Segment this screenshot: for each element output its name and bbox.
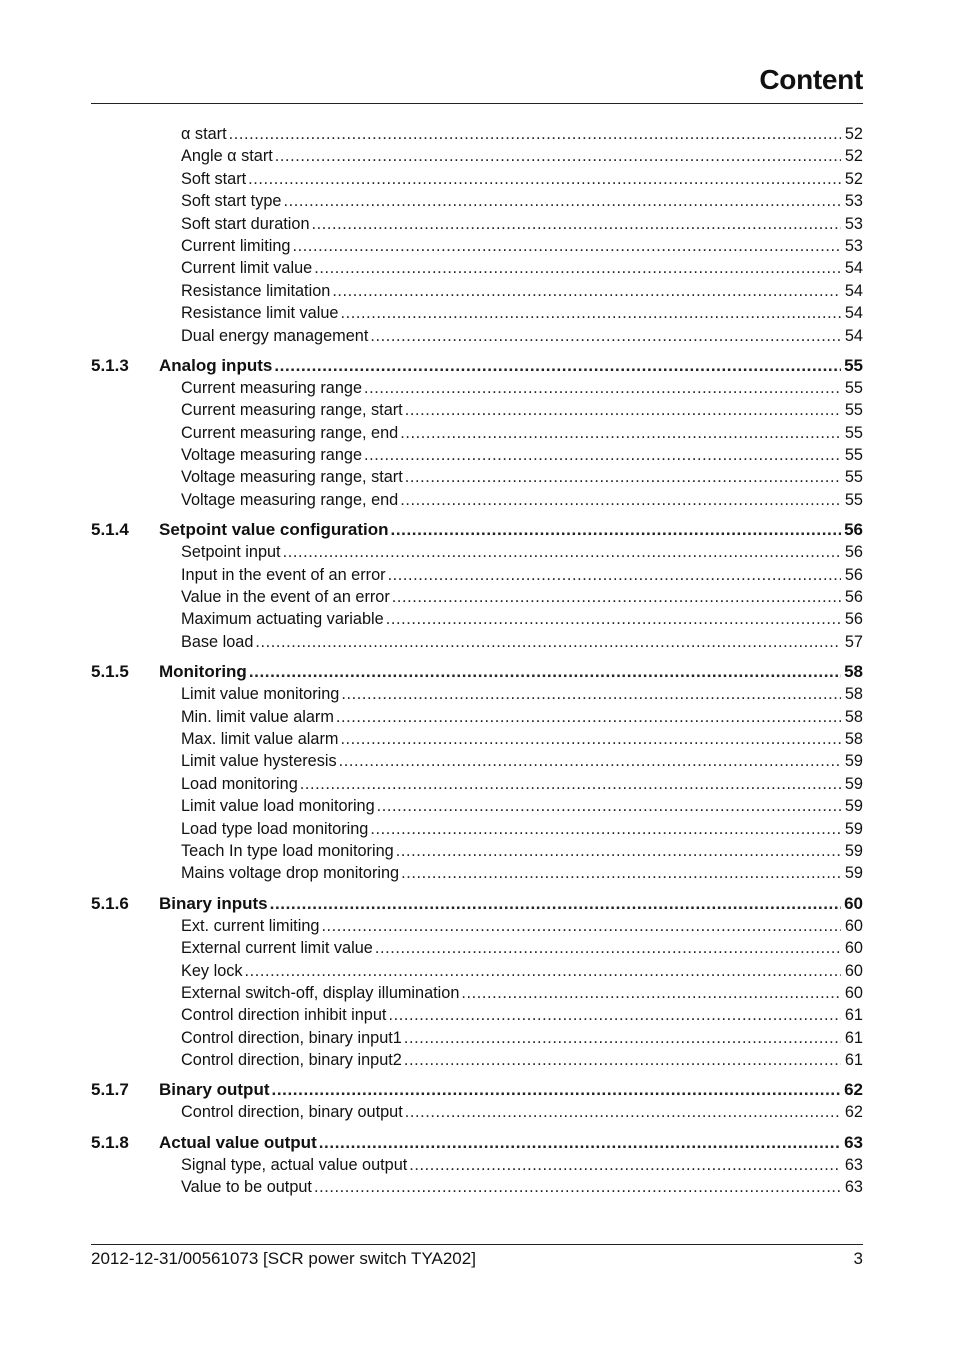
entry-title: Dual energy management bbox=[181, 326, 369, 345]
section-page-number: 56 bbox=[844, 520, 863, 540]
entry-page-number: 61 bbox=[844, 1028, 863, 1047]
dot-leader bbox=[229, 123, 841, 145]
toc-section-heading[interactable] bbox=[91, 892, 863, 915]
toc-entry[interactable] bbox=[91, 145, 863, 167]
entry-title: Value to be output bbox=[181, 1178, 312, 1197]
dot-leader bbox=[409, 1154, 841, 1176]
entry-page-number: 59 bbox=[844, 864, 863, 883]
toc-entry[interactable] bbox=[91, 399, 863, 421]
dot-leader bbox=[339, 750, 841, 772]
entry-title: Soft start type bbox=[181, 192, 282, 211]
entry-title: Teach In type load monitoring bbox=[181, 841, 394, 860]
entry-title: Min. limit value alarm bbox=[181, 707, 334, 726]
section-page-number: 55 bbox=[844, 355, 863, 375]
entry-page-number: 59 bbox=[844, 841, 863, 860]
entry-title: Limit value load monitoring bbox=[181, 797, 375, 816]
entry-page-number: 53 bbox=[844, 214, 863, 233]
dot-leader bbox=[314, 1176, 841, 1198]
section-number: 5.1.4 bbox=[91, 520, 129, 540]
toc-entry[interactable] bbox=[91, 466, 863, 488]
toc-section bbox=[91, 123, 863, 347]
dot-leader bbox=[249, 660, 841, 683]
entry-title: Control direction, binary input1 bbox=[181, 1028, 402, 1047]
toc-section-heading[interactable] bbox=[91, 354, 863, 377]
dot-leader bbox=[340, 728, 841, 750]
section-number: 5.1.7 bbox=[91, 1080, 129, 1100]
entry-title: Base load bbox=[181, 632, 254, 651]
section-title: Analog inputs bbox=[159, 355, 273, 375]
toc-entry[interactable] bbox=[91, 123, 863, 145]
dot-leader bbox=[400, 489, 841, 511]
toc-section-heading[interactable] bbox=[91, 660, 863, 683]
entry-page-number: 59 bbox=[844, 797, 863, 816]
entry-page-number: 63 bbox=[844, 1178, 863, 1197]
header-divider bbox=[91, 103, 863, 104]
footer-document-info: 2012-12-31/00561073 [SCR power switch TYA202] bbox=[91, 1249, 476, 1268]
toc-entry[interactable] bbox=[91, 564, 863, 586]
toc-entry[interactable] bbox=[91, 1101, 863, 1123]
toc-entry[interactable] bbox=[91, 586, 863, 608]
toc-entry[interactable] bbox=[91, 706, 863, 728]
dot-leader bbox=[336, 706, 841, 728]
toc-entry[interactable] bbox=[91, 168, 863, 190]
entry-page-number: 60 bbox=[844, 916, 863, 935]
entry-page-number: 52 bbox=[844, 147, 863, 166]
entry-page-number: 60 bbox=[844, 983, 863, 1002]
toc-entry[interactable] bbox=[91, 1154, 863, 1176]
entry-page-number: 53 bbox=[844, 192, 863, 211]
toc-entry[interactable] bbox=[91, 235, 863, 257]
dot-leader bbox=[404, 1027, 841, 1049]
entry-page-number: 59 bbox=[844, 774, 863, 793]
section-number: 5.1.6 bbox=[91, 893, 129, 913]
entry-title: α start bbox=[181, 125, 227, 143]
section-title: Binary inputs bbox=[159, 893, 268, 913]
entry-page-number: 54 bbox=[844, 326, 863, 345]
entry-page-number: 55 bbox=[844, 490, 863, 509]
section-title: Monitoring bbox=[159, 662, 247, 682]
entry-page-number: 61 bbox=[844, 1051, 863, 1070]
entry-title: Limit value hysteresis bbox=[181, 752, 337, 771]
dot-leader bbox=[405, 466, 841, 488]
entry-page-number: 55 bbox=[844, 468, 863, 487]
entry-title: Current limiting bbox=[181, 236, 291, 255]
entry-page-number: 60 bbox=[844, 939, 863, 958]
toc-entry[interactable] bbox=[91, 1004, 863, 1026]
toc-entry[interactable] bbox=[91, 190, 863, 212]
section-page-number: 60 bbox=[844, 893, 863, 913]
entry-page-number: 56 bbox=[844, 565, 863, 584]
toc-entry[interactable] bbox=[91, 422, 863, 444]
toc-entry[interactable] bbox=[91, 982, 863, 1004]
toc-section bbox=[91, 1131, 863, 1199]
entry-title: Resistance limit value bbox=[181, 304, 339, 323]
dot-leader bbox=[340, 302, 841, 324]
toc-entry[interactable] bbox=[91, 377, 863, 399]
entry-title: Max. limit value alarm bbox=[181, 729, 339, 748]
section-page-number: 63 bbox=[844, 1132, 863, 1152]
entry-page-number: 58 bbox=[844, 707, 863, 726]
section-number: 5.1.5 bbox=[91, 662, 129, 682]
entry-page-number: 54 bbox=[844, 304, 863, 323]
dot-leader bbox=[319, 1131, 841, 1154]
dot-leader bbox=[404, 1049, 841, 1071]
toc-section bbox=[91, 892, 863, 1072]
toc-entry[interactable] bbox=[91, 750, 863, 772]
entry-title: Ext. current limiting bbox=[181, 916, 320, 935]
entry-title: Control direction, binary input2 bbox=[181, 1051, 402, 1070]
dot-leader bbox=[341, 683, 841, 705]
entry-title: Setpoint input bbox=[181, 543, 281, 562]
entry-title: Voltage measuring range, start bbox=[181, 468, 403, 487]
entry-title: Mains voltage drop monitoring bbox=[181, 864, 400, 883]
entry-title: Angle α start bbox=[181, 147, 273, 166]
entry-title: Control direction inhibit input bbox=[181, 1006, 387, 1025]
toc-entry[interactable] bbox=[91, 489, 863, 511]
toc-entry[interactable] bbox=[91, 257, 863, 279]
toc-entry[interactable] bbox=[91, 1027, 863, 1049]
section-page-number: 58 bbox=[844, 662, 863, 682]
dot-leader bbox=[245, 960, 841, 982]
toc-section bbox=[91, 660, 863, 885]
footer-page-number: 3 bbox=[853, 1249, 863, 1268]
dot-leader bbox=[405, 399, 841, 421]
entry-page-number: 59 bbox=[844, 752, 863, 771]
entry-page-number: 59 bbox=[844, 819, 863, 838]
toc-entry[interactable] bbox=[91, 840, 863, 862]
entry-page-number: 56 bbox=[844, 543, 863, 562]
toc-entry[interactable] bbox=[91, 302, 863, 324]
dot-leader bbox=[388, 1004, 841, 1026]
dot-leader bbox=[405, 1101, 841, 1123]
toc-section-heading[interactable] bbox=[91, 1078, 863, 1101]
dot-leader bbox=[314, 257, 841, 279]
toc-entry[interactable] bbox=[91, 915, 863, 937]
entry-page-number: 54 bbox=[844, 281, 863, 300]
toc-section bbox=[91, 354, 863, 511]
section-title: Actual value output bbox=[159, 1132, 317, 1152]
dot-leader bbox=[248, 168, 841, 190]
entry-page-number: 57 bbox=[844, 632, 863, 651]
entry-page-number: 61 bbox=[844, 1006, 863, 1025]
entry-title: Voltage measuring range bbox=[181, 446, 363, 465]
entry-title: Load monitoring bbox=[181, 774, 298, 793]
dot-leader bbox=[283, 541, 841, 563]
toc-entry[interactable] bbox=[91, 795, 863, 817]
entry-page-number: 55 bbox=[844, 446, 863, 465]
entry-page-number: 58 bbox=[844, 729, 863, 748]
toc-entry[interactable] bbox=[91, 773, 863, 795]
dot-leader bbox=[321, 915, 841, 937]
entry-page-number: 56 bbox=[844, 610, 863, 629]
dot-leader bbox=[283, 190, 841, 212]
entry-page-number: 63 bbox=[844, 1155, 863, 1174]
entry-title: Value in the event of an error bbox=[181, 588, 390, 607]
dot-leader bbox=[274, 354, 841, 377]
dot-leader bbox=[255, 631, 841, 653]
section-title: Binary output bbox=[159, 1080, 270, 1100]
entry-page-number: 55 bbox=[844, 401, 863, 420]
toc-entry[interactable] bbox=[91, 818, 863, 840]
toc-entry[interactable] bbox=[91, 541, 863, 563]
dot-leader bbox=[388, 564, 841, 586]
entry-page-number: 53 bbox=[844, 236, 863, 255]
entry-title: Soft start duration bbox=[181, 214, 310, 233]
footer-divider bbox=[91, 1244, 863, 1245]
dot-leader bbox=[377, 795, 841, 817]
dot-leader bbox=[461, 982, 841, 1004]
section-title: Setpoint value configuration bbox=[159, 520, 389, 540]
entry-title: Key lock bbox=[181, 961, 243, 980]
entry-title: Signal type, actual value output bbox=[181, 1155, 408, 1174]
entry-title: Maximum actuating variable bbox=[181, 610, 384, 629]
dot-leader bbox=[370, 818, 841, 840]
toc-entry[interactable] bbox=[91, 1176, 863, 1198]
dot-leader bbox=[270, 892, 841, 915]
dot-leader bbox=[275, 145, 841, 167]
entry-page-number: 62 bbox=[844, 1103, 863, 1122]
entry-title: Limit value monitoring bbox=[181, 685, 340, 704]
dot-leader bbox=[396, 840, 841, 862]
entry-title: Control direction, binary output bbox=[181, 1103, 403, 1122]
entry-title: External current limit value bbox=[181, 939, 373, 958]
toc-entry[interactable] bbox=[91, 960, 863, 982]
page-title: Content bbox=[759, 64, 863, 95]
toc-entry[interactable] bbox=[91, 444, 863, 466]
toc-entry[interactable] bbox=[91, 1049, 863, 1071]
dot-leader bbox=[375, 937, 841, 959]
entry-title: External switch-off, display illumination bbox=[181, 983, 460, 1002]
toc-entry[interactable] bbox=[91, 937, 863, 959]
dot-leader bbox=[391, 518, 841, 541]
section-page-number: 62 bbox=[844, 1080, 863, 1100]
entry-page-number: 55 bbox=[844, 378, 863, 397]
entry-page-number: 60 bbox=[844, 961, 863, 980]
toc-entry[interactable] bbox=[91, 325, 863, 347]
toc-entry[interactable] bbox=[91, 608, 863, 630]
entry-title: Current measuring range bbox=[181, 378, 362, 397]
entry-title: Current measuring range, end bbox=[181, 423, 399, 442]
entry-title: Current measuring range, start bbox=[181, 401, 403, 420]
entry-title: Load type load monitoring bbox=[181, 819, 369, 838]
entry-page-number: 55 bbox=[844, 423, 863, 442]
toc-entry[interactable] bbox=[91, 213, 863, 235]
dot-leader bbox=[292, 235, 841, 257]
toc-section bbox=[91, 1078, 863, 1123]
section-number: 5.1.3 bbox=[91, 355, 129, 375]
toc-section bbox=[91, 518, 863, 653]
toc-entry[interactable] bbox=[91, 862, 863, 884]
table-of-contents bbox=[91, 123, 863, 1206]
entry-title: Soft start bbox=[181, 169, 247, 188]
entry-title: Resistance limitation bbox=[181, 281, 331, 300]
toc-section-heading[interactable] bbox=[91, 1131, 863, 1154]
entry-page-number: 56 bbox=[844, 588, 863, 607]
toc-entry[interactable] bbox=[91, 683, 863, 705]
toc-entry[interactable] bbox=[91, 631, 863, 653]
entry-page-number: 54 bbox=[844, 259, 863, 278]
dot-leader bbox=[364, 444, 841, 466]
dot-leader bbox=[272, 1078, 842, 1101]
entry-title: Current limit value bbox=[181, 259, 313, 278]
dot-leader bbox=[386, 608, 841, 630]
dot-leader bbox=[300, 773, 841, 795]
dot-leader bbox=[401, 862, 841, 884]
section-number: 5.1.8 bbox=[91, 1132, 129, 1152]
toc-entry[interactable] bbox=[91, 728, 863, 750]
dot-leader bbox=[392, 586, 841, 608]
toc-section-heading[interactable] bbox=[91, 518, 863, 541]
entry-title: Voltage measuring range, end bbox=[181, 490, 399, 509]
entry-page-number: 52 bbox=[844, 125, 863, 143]
dot-leader bbox=[332, 280, 841, 302]
dot-leader bbox=[370, 325, 841, 347]
toc-entry[interactable] bbox=[91, 280, 863, 302]
dot-leader bbox=[312, 213, 841, 235]
dot-leader bbox=[400, 422, 841, 444]
entry-page-number: 58 bbox=[844, 685, 863, 704]
entry-title: Input in the event of an error bbox=[181, 565, 386, 584]
entry-page-number: 52 bbox=[844, 169, 863, 188]
dot-leader bbox=[364, 377, 841, 399]
